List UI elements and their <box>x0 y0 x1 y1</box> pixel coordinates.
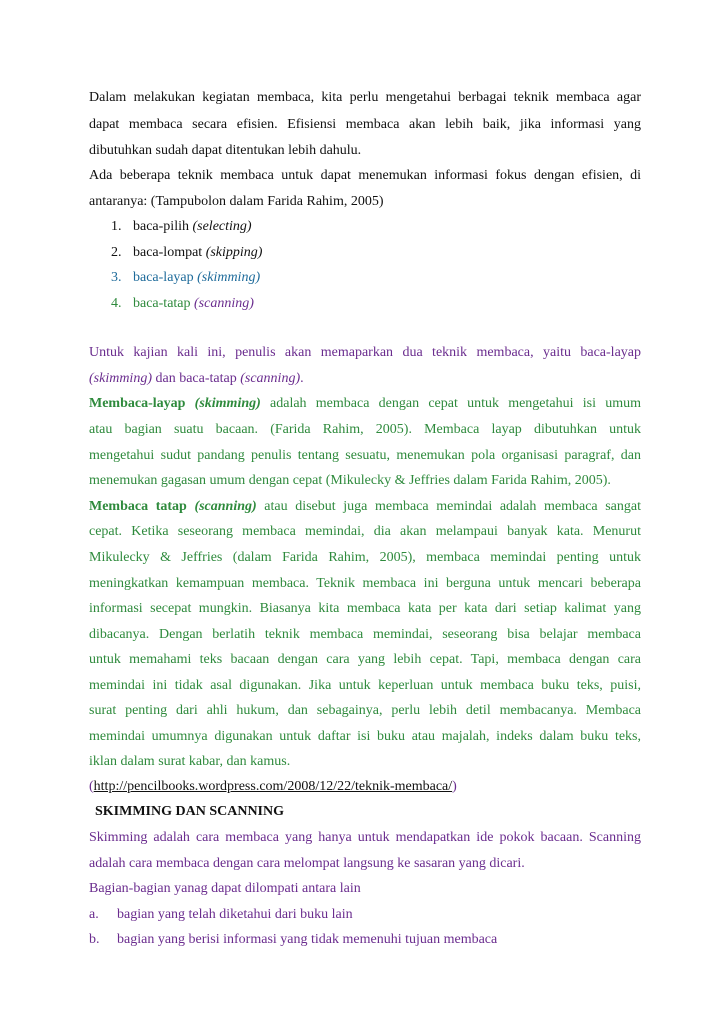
technique-item <box>111 268 663 288</box>
technique-item <box>111 217 663 237</box>
intro-line: dibutuhkan sudah dapat ditentukan lebih dahulu. <box>89 143 362 158</box>
section-list-item <box>89 905 641 925</box>
term-skimming: (skimming) <box>89 371 152 386</box>
scanning-term: Membaca tatap <box>89 499 195 514</box>
scanning-line: iklan dalam surat kabar, dan kamus. <box>89 754 291 769</box>
study-text: dan baca-tatap <box>152 371 241 386</box>
skimming-line <box>89 394 641 414</box>
skimming-text: adalah membaca dengan cepat untuk mengetahui isi umum <box>260 396 641 411</box>
scanning-line: untuk memahami teks bacaan dengan cara yang lebih cepat. Tapi, membaca dengan cara <box>89 652 641 667</box>
technique-item <box>111 243 663 263</box>
scanning-line: meningkatkan kemampuan membaca. Teknik membaca ini berguna untuk mencari beberapa <box>89 576 641 591</box>
section-list-item <box>89 930 641 950</box>
skimming-line: atau bagian suatu bacaan. (Farida Rahim, 2005). Membaca layap dibutuhkan untuk <box>89 422 641 437</box>
technique-name: baca-layap <box>133 270 198 285</box>
section-line: adalah cara membaca dengan cara melompat langsung ke sasaran yang dicari. <box>89 856 525 871</box>
scanning-line: informasi secepat mungkin. Biasanya kita membaca kata per kata dari setiap kalimat yang <box>89 601 641 616</box>
scanning-line: dibacanya. Dengan berlatih teknik membaca memindai, seseorang bisa belajar membaca <box>89 627 641 642</box>
technique-term: (scanning) <box>194 296 254 311</box>
list-number: 3. <box>111 270 122 285</box>
scanning-line: memindai umumnya digunakan untuk daftar isi buku atau majalah, indeks dalam buku teks, <box>89 729 641 744</box>
list-number: 1. <box>111 219 122 234</box>
intro-line: Dalam melakukan kegiatan membaca, kita perlu mengetahui berbagai teknik membaca agar <box>89 90 641 105</box>
scanning-line: cepat. Ketika seseorang membaca memindai, dia akan melampaui banyak kata. Menurut <box>89 524 641 539</box>
skimming-line: menemukan gagasan umum dengan cepat (Mikulecky & Jeffries dalam Farida Rahim, 2005). <box>89 473 611 488</box>
study-line: Untuk kajian kali ini, penulis akan memaparkan dua teknik membaca, yaitu baca-layap <box>89 345 641 360</box>
section-heading: SKIMMING DAN SCANNING <box>95 804 285 819</box>
intro-line: Ada beberapa teknik membaca untuk dapat menemukan informasi fokus dengan efisien, di <box>89 168 641 183</box>
technique-name: baca-tatap <box>133 296 195 311</box>
technique-term: (skipping) <box>205 245 263 260</box>
section-line: Bagian-bagian yanag dapat dilompati antara lain <box>89 881 361 896</box>
technique-term: (selecting) <box>192 219 252 234</box>
intro-line: dapat membaca secara efisien. Efisiensi membaca akan lebih baik, jika informasi yang <box>89 117 641 132</box>
source-link[interactable]: http://pencilbooks.wordpress.com/2008/12/22/teknik-membaca/ <box>93 779 453 794</box>
technique-term: (skimming) <box>197 270 261 285</box>
scanning-line: surat penting dari ahli hukum, dan sebagainya, perlu lebih detil membacanya. Membaca <box>89 703 641 718</box>
scanning-text: atau disebut juga membaca memindai adalah membaca sangat <box>256 499 641 514</box>
technique-name: baca-pilih <box>133 219 193 234</box>
skimming-term-italic: (skimming) <box>194 396 261 411</box>
list-item-text: bagian yang berisi informasi yang tidak memenuhi tujuan membaca <box>117 932 498 947</box>
study-line <box>89 369 641 389</box>
list-number: 2. <box>111 245 122 260</box>
study-text-end: . <box>300 371 304 386</box>
technique-name: baca-lompat <box>133 245 206 260</box>
scanning-term-italic: (scanning) <box>194 499 257 514</box>
term-scanning: (scanning) <box>240 371 301 386</box>
source-line <box>89 777 641 797</box>
section-line: Skimming adalah cara membaca yang hanya untuk mendapatkan ide pokok bacaan. Scanning <box>89 830 641 845</box>
intro-line: antaranya: (Tampubolon dalam Farida Rahim, 2005) <box>89 194 384 209</box>
scanning-line: memindai ini tidak asal digunakan. Jika untuk keperluan untuk membaca buku teks, puisi, <box>89 678 641 693</box>
scanning-line <box>89 497 641 517</box>
skimming-term: Membaca-layap <box>89 396 195 411</box>
source-open-paren: ( <box>89 779 94 794</box>
scanning-line: Mikulecky & Jeffries (dalam Farida Rahim, 2005), membaca memindai penting untuk <box>89 550 641 565</box>
list-item-text: bagian yang telah diketahui dari buku lain <box>117 907 353 922</box>
skimming-line: mengetahui sudut pandang penulis tentang sesuatu, menemukan pola organisasi paragraf, dan <box>89 448 641 463</box>
list-letter: a. <box>89 907 99 922</box>
list-letter: b. <box>89 932 100 947</box>
list-number: 4. <box>111 296 122 311</box>
technique-item <box>111 294 663 314</box>
source-close-paren: ) <box>452 779 457 794</box>
